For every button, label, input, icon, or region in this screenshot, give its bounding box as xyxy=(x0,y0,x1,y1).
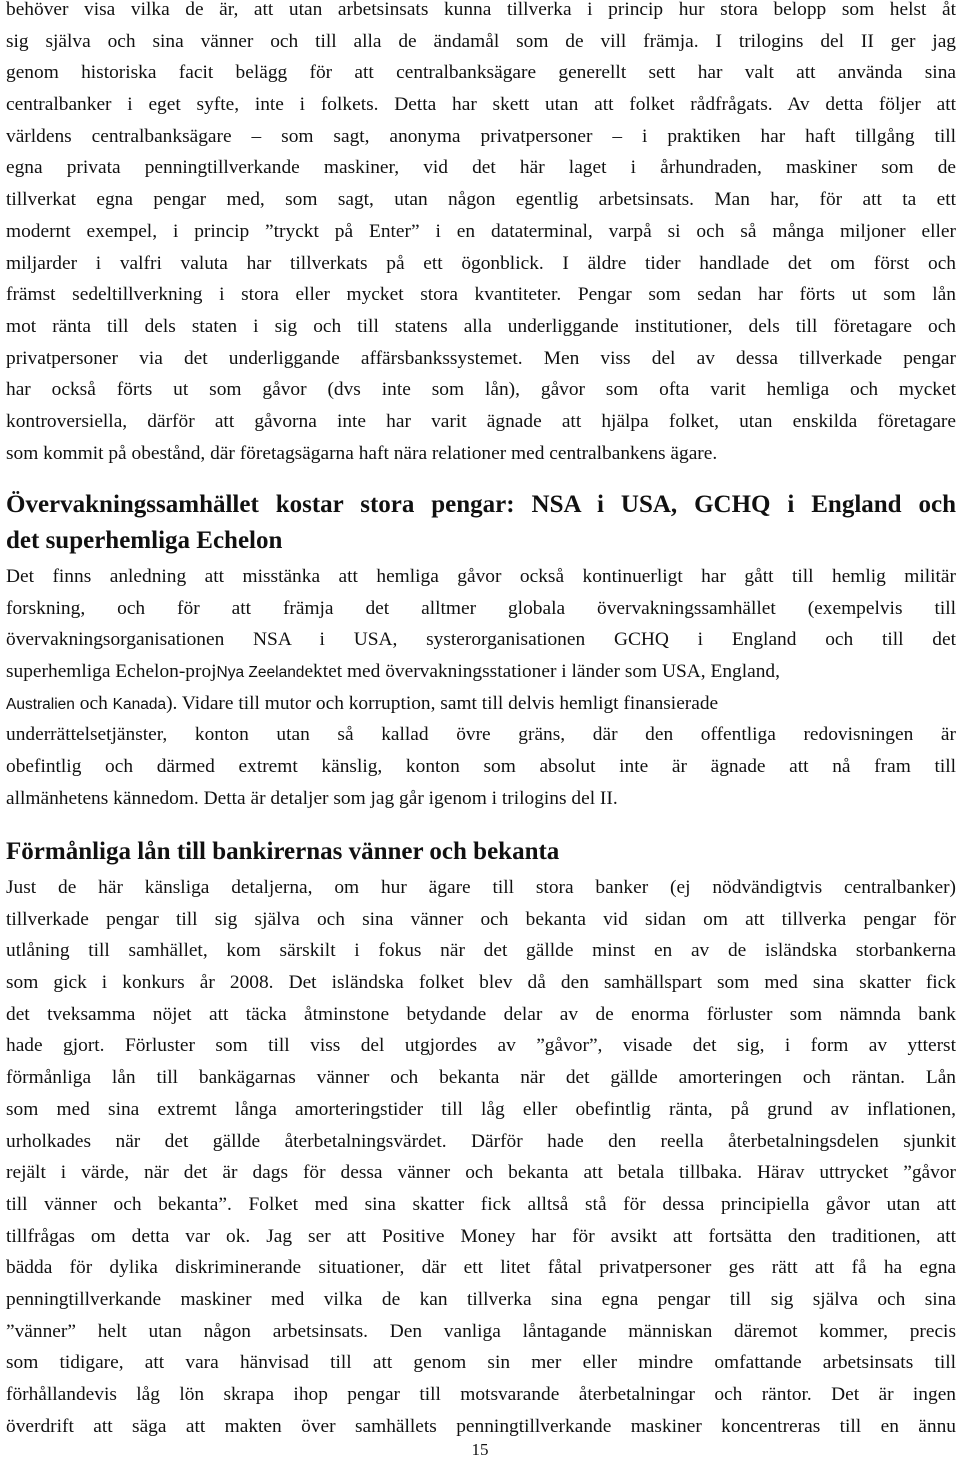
inserted-country-name: Australien xyxy=(6,695,75,713)
text-line: rejält i värde, när det är dags för dessa vänner och bekanta att betala tillbaka. Härav uttrycket ”gåvor xyxy=(6,1162,956,1184)
inserted-country-name: Kanada xyxy=(112,695,167,713)
heading-line: det superhemliga Echelon xyxy=(6,527,283,554)
text-line: Det finns anledning att misstänka att hemliga gåvor också kontinuerligt har gått till hemlig militär xyxy=(6,566,956,587)
inserted-country-name: Nya Zeeland xyxy=(216,664,305,682)
text-line xyxy=(6,688,956,720)
text-line: behöver visa vilka de är, att utan arbetsinsats kunna tillverka i princip hur stora belopp som helst åt xyxy=(6,0,956,20)
text-line: hade gjort. Förluster som till viss del utgjordes av ”gåvor”, visade det sig, i form av ytterst xyxy=(6,1035,956,1057)
section-heading xyxy=(6,834,956,870)
text-line: övervakningsorganisationen NSA i USA, systerorganisationen GCHQ i England och till det xyxy=(6,629,956,651)
text-line: världens centralbanksägare – som sagt, anonyma privatpersoner – i praktiken har haft tillgång till xyxy=(6,125,956,147)
text-line: egna privata penningtillverkande maskiner, vid det här laget i århundraden, maskiner som de xyxy=(6,157,956,179)
page-number: 15 xyxy=(471,1440,489,1459)
text-line: som gick i konkurs år 2008. Det isländska folket blev då den samhällspart som med sina skatter fick xyxy=(6,972,956,994)
text-line: forskning, och för att främja det alltmer globala övervakningssamhället (exempelvis till xyxy=(6,597,956,619)
text-line: underrättelsetjänster, konton utan så kallad övre gräns, där den offentliga redovisningen är xyxy=(6,724,956,746)
text-fragment: ). Vidare till mutor och korruption, samt till delvis hemligt finansierade xyxy=(166,692,719,714)
text-line: obefintlig och därmed extremt känslig, konton som absolut inte är ägnade att nå fram till xyxy=(6,756,956,778)
text-line: som med sina extremt långa amorteringstider till låg eller obefintlig ränta, på grund av inflationen, xyxy=(6,1098,956,1120)
text-line: ”vänner” helt utan någon arbetsinsats. Den vanliga låntagande människan däremot kommer, precis xyxy=(6,1320,956,1342)
text-line: privatpersoner via det underliggande affärsbankssystemet. Men viss del av dessa tillverkade pengar xyxy=(6,347,956,369)
section-paragraph xyxy=(6,872,956,1442)
text-line: mot ränta till dels staten i sig och till statens alla underliggande institutioner, dels till företagare och xyxy=(6,315,956,337)
text-line: förmånliga lån till bankägarnas vänner och bekanta när det gällde amorteringen och räntan. Lån xyxy=(6,1067,956,1089)
text-line: det tveksamma nöjet att täcka åtminstone betydande delar av de enorma förluster som nämnda bank xyxy=(6,1003,956,1025)
text-line: har också förts ut som gåvor (dvs inte som lån), gåvor som ofta varit hemliga och mycket xyxy=(6,379,956,401)
heading-line: Övervakningssamhället kostar stora pengar: NSA i USA, GCHQ i England och xyxy=(6,491,956,518)
text-line: utlåning till samhället, kom särskilt i fokus när det gällde minst en av de isländska storbankerna xyxy=(6,940,956,962)
text-line: sig själva och sina vänner och till alla de ändamål som de vill främja. I trilogins del II ger jag xyxy=(6,30,956,52)
text-line: främst sedeltillverkning i stora eller mycket stora kvantiteter. Pengar som sedan har förts ut som lån xyxy=(6,284,956,306)
text-line: penningtillverkande maskiner med vilka de kan tillverka sina egna pengar till sig själva och sina xyxy=(6,1288,956,1310)
text-line: förhållandevis låg lön skrapa ihop pengar till motsvarande återbetalningar och räntor. Det är ingen xyxy=(6,1384,956,1405)
text-line: som tidigare, att vara hänvisad till att genom sin mer eller mindre omfattande arbetsinsats till xyxy=(6,1352,956,1374)
text-fragment: superhemliga Echelon-proj xyxy=(6,661,217,683)
heading-line: Förmånliga lån till bankirernas vänner och bekanta xyxy=(6,838,560,865)
text-line: allmänhetens kännedom. Detta är detaljer som jag går igenom i trilogins del II. xyxy=(6,787,618,809)
section-heading xyxy=(6,487,956,559)
intro-paragraph xyxy=(6,0,956,469)
text-line: bädda för dylika diskriminerande situationer, där ett litet fåtal privatpersoner ges rätt att få ha egna xyxy=(6,1257,956,1279)
text-line: överdrift att säga att makten över samhällets penningtillverkande maskiner koncentreras till en ännu xyxy=(6,1415,956,1437)
text-line: genom historiska facit belägg för att centralbanksägare generellt sett har valt att använda sina xyxy=(6,62,956,84)
text-fragment: ektet med övervakningsstationer i länder som USA, England, xyxy=(304,661,780,683)
text-line: som kommit på obestånd, där företagsägarna haft nära relationer med centralbankens ägare. xyxy=(6,442,718,464)
text-fragment: och xyxy=(74,692,113,714)
text-line: till vänner och bekanta”. Folket med sina skatter fick alltså stå för dessa principiella gåvor utan att xyxy=(6,1193,956,1215)
text-line: modernt exempel, i princip ”tryckt på Enter” i en dataterminal, varpå si och så många miljoner eller xyxy=(6,220,956,242)
text-line: Just de här känsliga detaljerna, om hur ägare till stora banker (ej nödvändigtvis centralbanker) xyxy=(6,877,956,898)
text-line: centralbanker i eget syfte, inte i folkets. Detta har skett utan att folket rådfrågats. Av detta följer att xyxy=(6,94,956,116)
text-line: kontroversiella, därför att gåvorna inte har varit ägnade att hjälpa folket, utan enskilda företagare xyxy=(6,410,956,432)
text-line: urholkades när det gällde återbetalningsvärdet. Därför hade den reella återbetalningsdelen sjunkit xyxy=(6,1130,956,1152)
text-line: tillverkat egna pengar med, som sagt, utan någon egentlig arbetsinsats. Man har, för att ta ett xyxy=(6,189,956,211)
text-line: tillfrågas om detta var ok. Jag ser att Positive Money har för avsikt att fortsätta den traditionen, att xyxy=(6,1225,956,1247)
text-line xyxy=(6,656,956,688)
section-paragraph xyxy=(6,561,956,815)
text-line: tillverkade pengar till sig själva och sina vänner och bekanta vid sidan om att tillverka pengar för xyxy=(6,908,956,930)
text-line: miljarder i valfri valuta har tillverkats på ett ögonblick. I äldre tider handlade det om först och xyxy=(6,252,956,274)
